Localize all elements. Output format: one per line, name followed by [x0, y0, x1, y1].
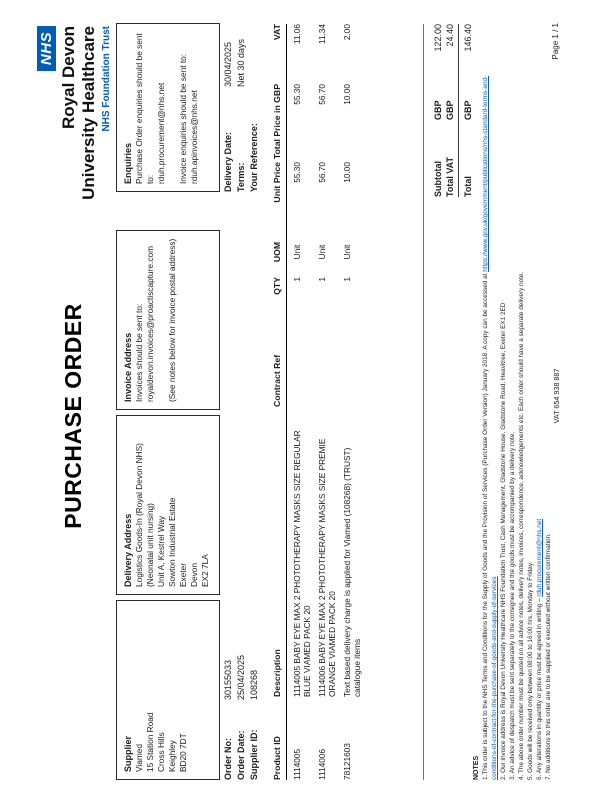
- order-info-right: [222, 39, 261, 192]
- subtotal-currency: GBP: [433, 100, 443, 120]
- total-label: Total: [463, 176, 473, 197]
- terms-link[interactable]: https://www.gov.uk/government/publications/nhs-standard-terms-and-: [482, 75, 489, 272]
- terms-label: Terms:: [236, 162, 246, 192]
- order-date-label: Order Date:: [236, 730, 246, 780]
- notes-section: [472, 40, 553, 780]
- cell-unit-price: 10.00: [342, 162, 352, 183]
- supplier-box: [116, 600, 220, 780]
- note-line-1: 1.This order is subject to the NHS Terms and Conditions for the Supply of Goods and the Provision of Services (Purchase Order Version) January 2018. A copy can be accessed at https://www.gov.uk/government/publications/nhs-standard-terms-and-: [482, 75, 489, 780]
- table-header-row: [272, 24, 287, 780]
- header-uom: UOM: [272, 241, 282, 263]
- supplier-line: BD20 7DT: [178, 733, 188, 772]
- cell-qty: 1: [342, 277, 352, 282]
- cell-total-price: 55.30: [292, 84, 302, 105]
- note-line-7: 7. No additions to this order are to be supplied or executed without written confirmation.: [545, 533, 552, 780]
- subtotal-label: Subtotal: [433, 161, 443, 197]
- cell-contract-ref: [343, 347, 362, 407]
- nhs-brand-header: [37, 26, 113, 200]
- procurement-email-link[interactable]: rduh.procurement@nhs.net: [536, 518, 543, 597]
- cell-description: 1114006 BABY EYE MAX 2 PHOTOTHERAPY MASKS SIZE PREMIE ORANGE VIAMED PACK 20: [317, 438, 337, 697]
- delivery-line: Sowton Industrial Estate: [167, 497, 177, 587]
- cell-product-id: 78121603: [342, 743, 352, 780]
- cell-product-id: 1114006: [317, 748, 327, 780]
- cell-qty: 1: [317, 277, 327, 282]
- cell-contract-ref: [293, 347, 312, 407]
- delivery-line: Exeter: [178, 563, 188, 587]
- org-name-line3: NHS Foundation Trust: [101, 26, 112, 132]
- header-unit-price: Unit Price: [272, 162, 282, 203]
- header-description: Description: [272, 649, 282, 697]
- nhs-logo: NHS: [37, 26, 56, 71]
- table-row: [343, 24, 362, 780]
- invoice-email[interactable]: royaldevon.invoices@proactiscapture.com: [145, 246, 155, 402]
- total-vat-row: [444, 24, 456, 197]
- org-name-line1: Royal Devon: [59, 26, 78, 129]
- total-vat-amount: 24.40: [445, 24, 455, 47]
- invoice-line: Invoices should be sent to:: [134, 303, 144, 402]
- delivery-line: Unit A, Kestrel Way: [156, 515, 166, 587]
- order-date-value: 25/04/2025: [236, 654, 246, 700]
- cell-vat: 2.00: [342, 24, 352, 41]
- delivery-line: (Neonatal unit nursing): [145, 503, 155, 587]
- invoice-line: (See notes below for invoice postal address): [167, 238, 177, 402]
- order-info-left: [222, 655, 261, 780]
- cell-total-price: 10.00: [342, 84, 352, 105]
- supplier-box-title: Supplier: [123, 735, 133, 772]
- notes-heading: NOTES: [473, 755, 480, 780]
- your-reference-label: Your Reference:: [249, 123, 259, 192]
- totals-top-divider: [423, 24, 424, 780]
- cell-total-price: 56.70: [317, 84, 327, 105]
- total-vat-currency: GBP: [445, 100, 455, 120]
- cell-uom: Unit: [292, 244, 302, 260]
- header-qty: QTY: [272, 277, 282, 295]
- note-line-2: 2. Our invoice address is Royal Devon University Healthcare NHS Foundation Trust, Cash Management, Gladstone House, Gladstone Road, Heavitree, Exeter EX1 2ED: [500, 302, 507, 780]
- total-currency: GBP: [463, 100, 473, 120]
- org-name-line2: University Healthcare: [79, 26, 98, 200]
- invoice-box-title: Invoice Address: [123, 332, 133, 402]
- cell-product-id: 1114005: [292, 748, 302, 780]
- page-number: Page 1 / 1: [551, 23, 560, 60]
- order-no-value: 30155033: [223, 659, 233, 700]
- enquiries-email[interactable]: rduh.procurement@nhs.net: [156, 82, 166, 184]
- table-row: [293, 24, 312, 780]
- vat-registration-number: VAT 654 938 887: [552, 368, 561, 424]
- delivery-date-label: Delivery Date:: [223, 131, 233, 192]
- supplier-line: 15 Station Road: [145, 712, 155, 772]
- enquiries-line: Invoice enquiries should be sent to:: [178, 53, 188, 184]
- cell-unit-price: 55.30: [292, 162, 302, 183]
- subtotal-row: [432, 24, 444, 197]
- cell-description: Text based delivery charge is applied for Viamed (108268) (TRUST) catalogue items: [342, 447, 362, 697]
- enquiries-box: [116, 23, 220, 192]
- table-body: [293, 24, 362, 780]
- delivery-box-title: Delivery Address: [123, 513, 133, 587]
- subtotal-amount: 122.00: [433, 24, 443, 52]
- cell-qty: 1: [292, 277, 302, 282]
- note-line-1b: [490, 40, 499, 780]
- header-product-id: Product ID: [272, 736, 282, 780]
- supplier-line: Keighley: [167, 740, 177, 772]
- table-row: [318, 24, 337, 780]
- supplier-id-value: 108268: [249, 669, 259, 700]
- delivery-line: EX2 7LA: [200, 554, 210, 587]
- invoice-address-box: [116, 230, 220, 410]
- note-line-5: 5. Goods will be received only between 08:00 to 16:00 hrs, Monday to Friday.: [527, 561, 534, 780]
- cell-contract-ref: [318, 347, 337, 407]
- delivery-address-box: [116, 415, 220, 595]
- cell-vat: 11.06: [292, 24, 302, 45]
- note-line-6: 6. Any alterations in quantity or price must be agreed in writing – rduh.procurement@nhs.net: [536, 518, 543, 780]
- page-title: PURCHASE ORDER: [60, 303, 86, 529]
- total-vat-label: Total VAT: [445, 157, 455, 197]
- cell-description: 1114005 BABY EYE MAX 2 PHOTOTHERAPY MASKS SIZE REGULAR BLUE VIAMED PACK 20: [292, 430, 312, 697]
- enquiries-email[interactable]: rduh.apinvoices@nhs.net: [189, 90, 199, 184]
- delivery-date-value: 30/04/2025: [223, 41, 233, 87]
- supplier-line: Viamed: [134, 744, 144, 772]
- order-no-label: Order No:: [223, 737, 233, 780]
- cell-uom: Unit: [317, 244, 327, 260]
- terms-link-continued[interactable]: conditions-of-contract-for-the-purchase-of-goods-and-supply-of-services: [491, 576, 498, 780]
- terms-value: Net 30 days: [236, 38, 246, 87]
- supplier-line: Cross Hills: [156, 732, 166, 772]
- invoice-line: [156, 238, 167, 402]
- line-items-table: [272, 24, 362, 780]
- total-amount: 146.40: [463, 24, 473, 52]
- note-line-3: 3. An advice of despatch must be sent separately to the consignee and the goods must be accompanied by a delivery note.: [509, 431, 516, 780]
- cell-uom: Unit: [342, 244, 352, 260]
- header-vat: VAT: [272, 24, 282, 41]
- cell-vat: 11.34: [317, 24, 327, 45]
- supplier-id-label: Supplier ID:: [249, 729, 259, 780]
- header-total-price: Total Price in GBP: [272, 84, 282, 160]
- header-contract-ref: Contract Ref: [272, 354, 282, 407]
- totals-block: [432, 24, 474, 197]
- enquiries-box-title: Enquiries: [123, 142, 133, 184]
- note-line-4: 4. The above order number must be quoted on all advice notes, delivery notes, invoices, correspondence, acknowledgements etc. Each order should have a separate delivery note.: [518, 271, 525, 780]
- delivery-line: Devon: [189, 563, 199, 587]
- cell-unit-price: 56.70: [317, 162, 327, 183]
- enquiries-line: [167, 31, 178, 184]
- delivery-line: Logistics Goods-In (Royal Devon NHS): [134, 443, 144, 587]
- enquiries-line: Purchase Order enquiries should be sent to:: [134, 33, 155, 184]
